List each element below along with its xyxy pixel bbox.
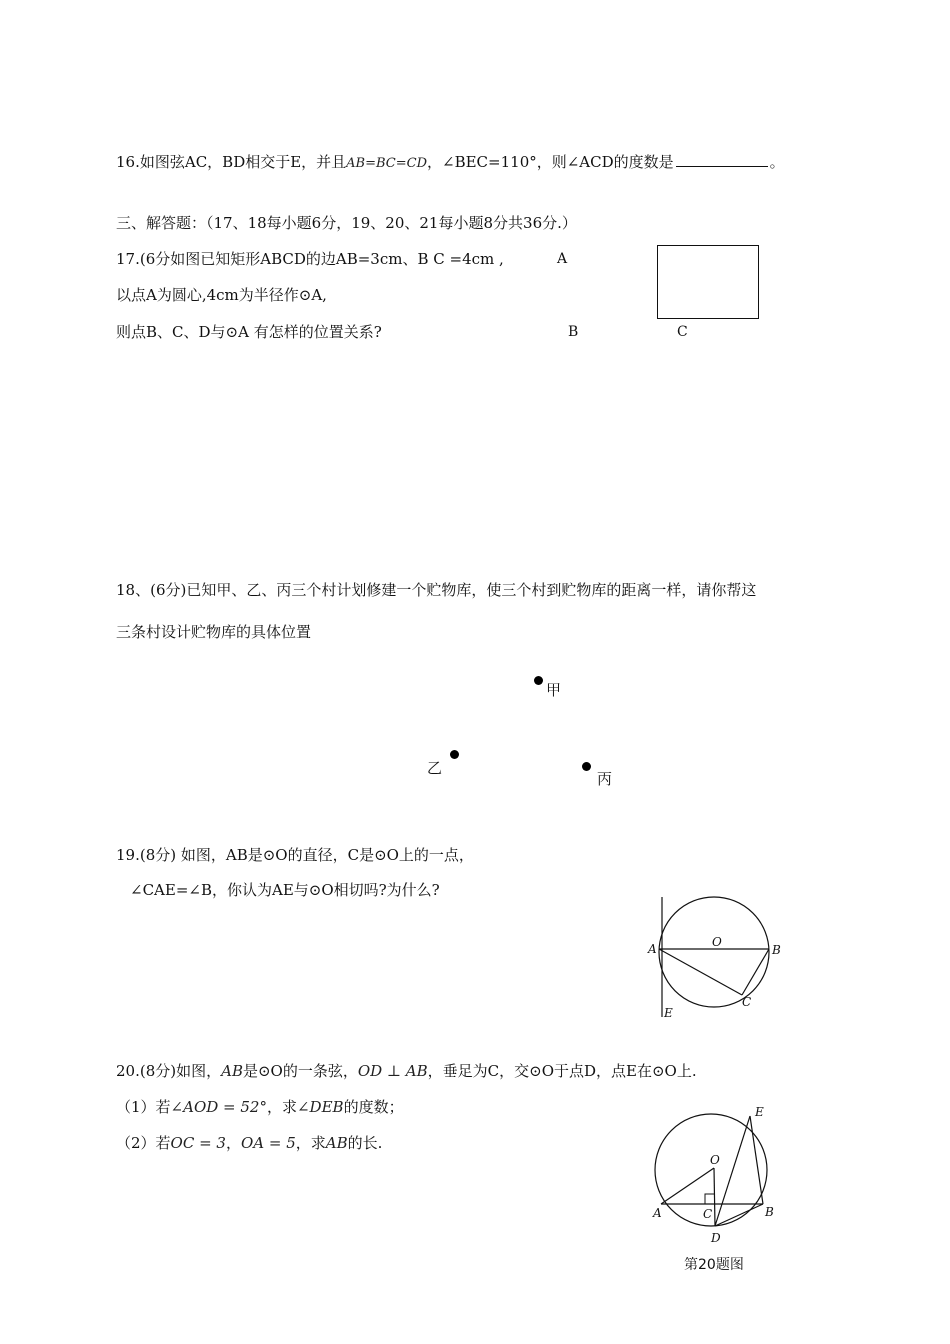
village-bing-label: 丙 [597,770,613,788]
q20-perp: OD ⊥ AB [357,1062,428,1080]
q16-arcs: AB=BC=CD [346,156,428,171]
q17-rectangle [657,245,759,319]
q16-text-c: 。 [769,153,785,171]
chord-eb [750,1116,763,1204]
label-e: E [664,1006,673,1020]
q20-p1-b: ，求 [266,1098,297,1116]
label-b: B [772,943,781,957]
chord-de [715,1116,750,1226]
q20-p2-a: （2）若 [116,1134,171,1152]
right-angle-mark [705,1194,714,1204]
label-o-20: O [710,1153,720,1167]
label-c: C [742,995,752,1009]
q20-p2-oa: OA = 5 [241,1134,296,1152]
q17-line-2: 以点A为圆心,4cm为半径作⊙A, [116,286,327,304]
radius-oa [661,1168,714,1204]
circle-o [659,897,769,1007]
q17-line-3: 则点B、C、D与⊙A 有怎样的位置关系? [116,323,382,341]
q16-line [116,152,785,174]
q18-line-2: 三条村设计贮物库的具体位置 [116,623,312,641]
q20-figure-caption: 第20题图 [684,1257,744,1273]
q17-label-a: A [557,251,568,267]
village-jia-dot [534,676,543,685]
q20-p1-ask: ∠DEB [296,1098,344,1116]
label-d-20: D [711,1231,721,1245]
chord-ac [659,949,742,995]
q20-p2-c: 的长. [347,1134,383,1152]
q19-line-1: 19.(8分) 如图，AB是⊙O的直径，C是⊙O上的一点， [116,846,474,864]
village-bing-dot [582,762,591,771]
q20-text-b: 是⊙O的一条弦， [242,1062,358,1080]
q17-line-1: 17.(6分如图已知矩形ABCD的边AB=3cm、B C =4cm , [116,250,504,268]
label-c-20: C [703,1207,713,1221]
q20-p1-a: （1）若 [116,1098,171,1116]
q20-figure [645,1100,795,1250]
village-yi-label: 乙 [427,759,443,777]
section-3-heading: 三、解答题：（17、18每小题6分，19、20、21每小题8分共36分.） [116,214,577,232]
q17-label-c: C [677,324,688,340]
q19-figure [640,895,790,1025]
q17-label-b: B [568,324,579,340]
q20-p1-c: 的度数； [343,1098,404,1116]
segment-od [714,1168,715,1226]
q20-ab: AB [221,1062,243,1080]
q20-p2-ab: AB [325,1134,348,1152]
village-jia-label: 甲 [546,681,562,699]
label-a: A [648,942,657,956]
q20-p1-cond: ∠AOD = 52° [170,1098,267,1116]
q20-p2-sep: ， [225,1134,241,1152]
label-b-20: B [765,1205,774,1219]
label-e-20: E [755,1105,764,1119]
q19-line-2: ∠CAE=∠B，你认为AE与⊙O相切吗?为什么? [130,881,440,899]
q20-line-1 [116,1061,697,1081]
q18-line-1: 18、(6分)已知甲、乙、丙三个村计划修建一个贮物库，使三个村到贮物库的距离一样，请你帮这 [116,581,757,599]
label-o: O [712,935,722,949]
chord-db [715,1204,763,1226]
q20-part-2 [116,1133,382,1153]
q16-text-b: ，∠BEC=110°，则∠ACD的度数是 [427,153,674,171]
q20-text-c: ，垂足为C，交⊙O于点D，点E在⊙O上. [427,1062,697,1080]
q16-answer-blank[interactable] [676,152,768,167]
q20-part-1 [116,1097,404,1117]
village-yi-dot [450,750,459,759]
q20-p2-b: ，求 [295,1134,326,1152]
label-a-20: A [653,1206,662,1220]
q20-p2-oc: OC = 3 [170,1134,226,1152]
q20-text-a: 20.(8分)如图， [116,1062,222,1080]
q16-text-a: 16.如图弦AC，BD相交于E，并且 [116,153,347,171]
